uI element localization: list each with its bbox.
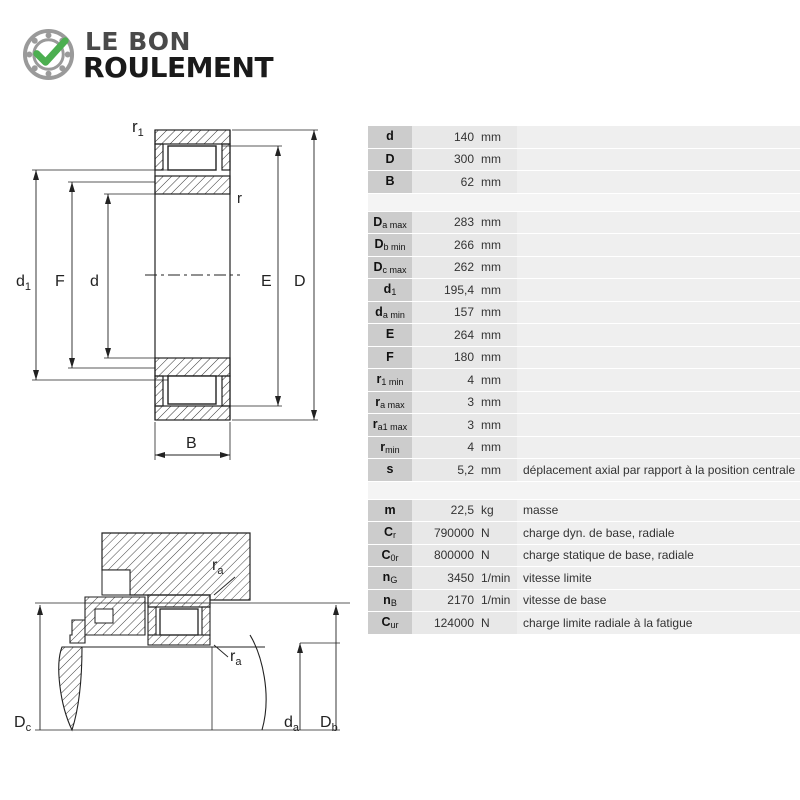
spec-symbol-sub: a1 max (377, 422, 408, 433)
spec-symbol (368, 234, 412, 257)
svg-text:Db (320, 714, 338, 734)
spec-symbol (368, 126, 412, 148)
spec-unit: mm (476, 459, 517, 482)
spec-value: 283 (412, 211, 476, 234)
spec-unit: mm (476, 436, 517, 459)
label-r1-sub: 1 (137, 127, 144, 139)
spec-row (368, 346, 800, 369)
spec-symbol (368, 589, 412, 612)
spec-description (517, 391, 800, 414)
label-Db-sub: b (331, 722, 338, 734)
spec-row (368, 301, 800, 324)
spec-value: 62 (412, 171, 476, 194)
spec-unit: mm (476, 369, 517, 392)
spec-symbol-sub: 0r (390, 552, 399, 563)
svg-text:d1 (16, 273, 31, 293)
spacer-row (368, 481, 800, 499)
spec-description: vitesse limite (517, 567, 800, 590)
spec-symbol-main: m (384, 502, 396, 517)
spec-symbol (368, 211, 412, 234)
spec-unit: mm (476, 346, 517, 369)
spec-symbol-main: F (386, 349, 394, 364)
spec-symbol (368, 148, 412, 171)
spec-description: vitesse de base (517, 589, 800, 612)
spacer-row (368, 193, 800, 211)
spec-row (368, 148, 800, 171)
spec-symbol (368, 171, 412, 194)
spec-table (368, 126, 800, 635)
spec-symbol-sub: b min (383, 242, 406, 253)
spec-row (368, 567, 800, 590)
spec-value: 157 (412, 301, 476, 324)
spec-symbol-main: C (381, 615, 391, 630)
spec-row (368, 279, 800, 302)
spec-description: charge dyn. de base, radiale (517, 522, 800, 545)
spec-symbol (368, 324, 412, 347)
spec-row (368, 391, 800, 414)
spec-symbol-main: D (373, 214, 383, 229)
spec-symbol-sub: min (385, 444, 400, 455)
spec-symbol-main: d (386, 129, 394, 144)
spec-symbol-sub: a max (382, 219, 407, 230)
label-ra-bottom: r (230, 648, 236, 665)
spec-description (517, 148, 800, 171)
spec-unit: mm (476, 414, 517, 437)
spec-symbol (368, 414, 412, 437)
spec-value: 180 (412, 346, 476, 369)
spec-row (368, 126, 800, 148)
spec-value: 22,5 (412, 499, 476, 522)
spec-row (368, 324, 800, 347)
spec-value: 4 (412, 369, 476, 392)
spec-value: 266 (412, 234, 476, 257)
spec-description (517, 234, 800, 257)
spec-value: 124000 (412, 612, 476, 635)
spec-unit: mm (476, 211, 517, 234)
spec-row (368, 499, 800, 522)
spec-row (368, 612, 800, 635)
spec-symbol-sub: ur (390, 620, 399, 631)
spec-symbol (368, 301, 412, 324)
spec-symbol-main: D (373, 259, 383, 274)
spec-row (368, 211, 800, 234)
spec-value: 300 (412, 148, 476, 171)
spec-unit: N (476, 612, 517, 635)
spec-value: 264 (412, 324, 476, 347)
spec-description (517, 126, 800, 148)
spec-description: charge limite radiale à la fatigue (517, 612, 800, 635)
svg-text:da (284, 714, 300, 734)
spec-description: charge statique de base, radiale (517, 544, 800, 567)
spec-symbol-sub: B (390, 597, 397, 608)
spec-symbol (368, 612, 412, 635)
spec-value: 790000 (412, 522, 476, 545)
spec-symbol-main: E (385, 327, 395, 342)
spec-value: 3 (412, 414, 476, 437)
label-B: B (186, 435, 197, 452)
brand-logo[interactable] (22, 27, 302, 85)
spec-symbol-sub: r (393, 530, 397, 541)
spec-description: masse (517, 499, 800, 522)
spec-value: 800000 (412, 544, 476, 567)
spec-symbol-main: D (385, 151, 395, 166)
spec-symbol (368, 279, 412, 302)
spec-unit: mm (476, 171, 517, 194)
spec-symbol-sub: a min (382, 309, 405, 320)
spec-symbol-main: B (385, 174, 395, 189)
spec-value: 262 (412, 256, 476, 279)
spec-symbol-main: s (386, 462, 394, 477)
spec-description (517, 301, 800, 324)
brand-line1: LE BON (85, 27, 191, 56)
spec-symbol-sub: 1 (391, 287, 397, 298)
spec-value: 3450 (412, 567, 476, 590)
spec-symbol-main: r (375, 394, 381, 409)
spec-value: 3 (412, 391, 476, 414)
spec-row (368, 171, 800, 194)
label-da-sub: a (292, 722, 300, 734)
spec-unit: mm (476, 391, 517, 414)
spec-description (517, 346, 800, 369)
spec-row (368, 234, 800, 257)
svg-text:Dc (14, 714, 32, 734)
spec-symbol (368, 544, 412, 567)
spec-symbol (368, 256, 412, 279)
spec-value: 140 (412, 126, 476, 148)
label-ra-top-sub: a (217, 565, 224, 577)
spec-row (368, 589, 800, 612)
spec-symbol-main: n (383, 592, 391, 607)
spec-symbol-main: d (383, 282, 392, 297)
spec-value: 2170 (412, 589, 476, 612)
spec-symbol (368, 499, 412, 522)
label-E: E (261, 273, 272, 290)
spec-unit: mm (476, 126, 517, 148)
svg-text:ra (230, 648, 242, 668)
spec-unit: N (476, 522, 517, 545)
label-d: d (90, 273, 99, 290)
label-D: D (294, 273, 306, 290)
spec-row (368, 369, 800, 392)
spec-symbol-sub: c max (382, 264, 407, 275)
spec-unit: mm (476, 324, 517, 347)
spec-unit: mm (476, 256, 517, 279)
label-da: d (284, 714, 293, 731)
spec-symbol-main: D (374, 237, 384, 252)
spec-value: 195,4 (412, 279, 476, 302)
label-ra-bottom-sub: a (235, 656, 242, 668)
spec-unit: 1/min (476, 589, 517, 612)
label-d1-sub: 1 (24, 281, 32, 293)
spec-symbol-main: n (382, 570, 391, 585)
spec-row (368, 436, 800, 459)
spec-symbol (368, 522, 412, 545)
spec-description (517, 279, 800, 302)
spec-unit: mm (476, 301, 517, 324)
svg-text:r1 (132, 117, 144, 139)
bearing-check-icon (22, 27, 77, 82)
spec-unit: kg (476, 499, 517, 522)
spec-unit: mm (476, 148, 517, 171)
spec-symbol-sub: a max (380, 399, 405, 410)
label-Db: D (320, 714, 332, 731)
spec-row (368, 414, 800, 437)
spec-symbol-main: r (376, 372, 382, 387)
spec-description (517, 324, 800, 347)
label-Dc-sub: c (25, 722, 32, 734)
spec-row (368, 544, 800, 567)
spec-description (517, 436, 800, 459)
label-r: r (237, 190, 242, 207)
label-ra-top: r (212, 557, 218, 574)
spec-description (517, 414, 800, 437)
spec-description (517, 211, 800, 234)
spec-description (517, 171, 800, 194)
spec-symbol-main: C (383, 525, 394, 540)
spec-symbol-main: r (372, 417, 378, 432)
spec-unit: mm (476, 234, 517, 257)
label-F: F (55, 273, 65, 290)
spec-unit: 1/min (476, 567, 517, 590)
spec-row (368, 459, 800, 482)
spec-symbol-main: r (380, 439, 386, 454)
spec-symbol (368, 567, 412, 590)
mounting-drawing (0, 525, 360, 770)
spec-symbol (368, 459, 412, 482)
spec-description: déplacement axial par rapport à la position centrale (517, 459, 800, 482)
spec-symbol (368, 369, 412, 392)
spec-value: 5,2 (412, 459, 476, 482)
spec-symbol (368, 436, 412, 459)
spec-unit: N (476, 544, 517, 567)
brand-line2: ROULEMENT (83, 51, 274, 84)
spec-symbol (368, 346, 412, 369)
spec-symbol-sub: 1 min (381, 377, 404, 388)
spec-description (517, 256, 800, 279)
spec-row (368, 256, 800, 279)
spec-row (368, 522, 800, 545)
label-d1: d (16, 273, 25, 290)
label-r1: r (132, 117, 138, 136)
spec-symbol-main: C (381, 547, 391, 562)
spec-symbol-sub: G (390, 575, 398, 586)
spec-value: 4 (412, 436, 476, 459)
label-Dc: D (14, 714, 26, 731)
spec-unit: mm (476, 279, 517, 302)
bearing-section-drawing (0, 110, 345, 470)
spec-symbol (368, 391, 412, 414)
spec-description (517, 369, 800, 392)
spec-symbol-main: d (375, 304, 383, 319)
